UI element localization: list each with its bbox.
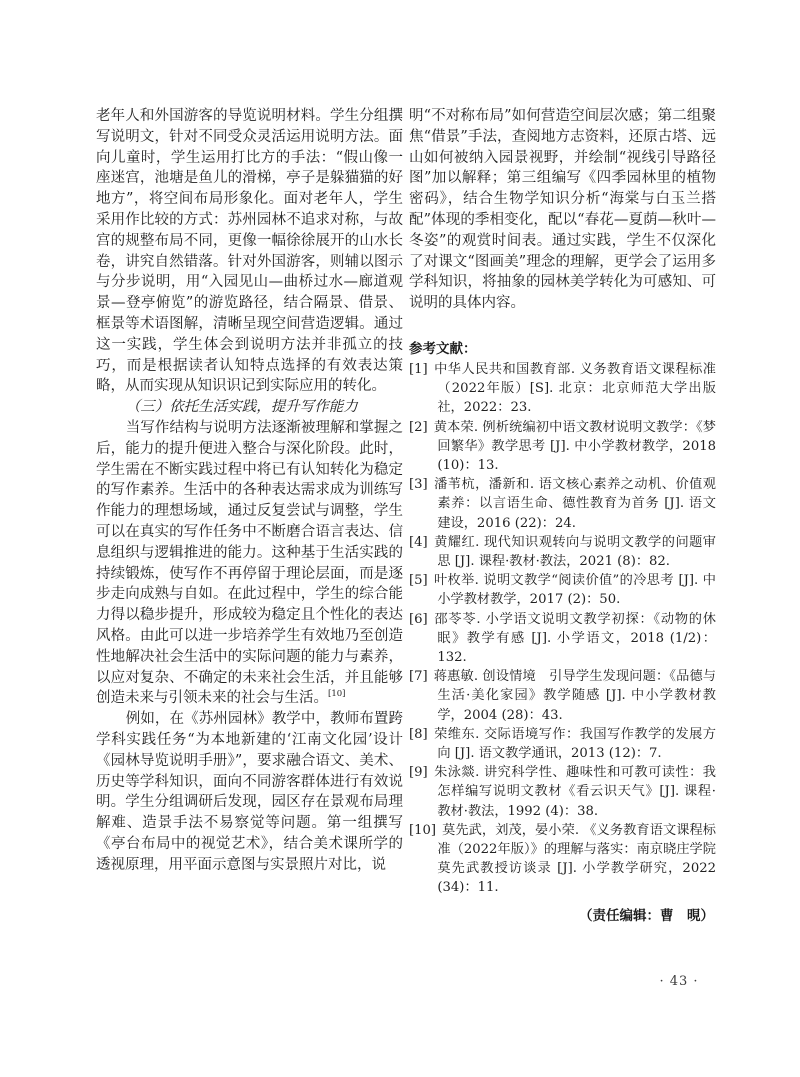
reference-text: 莫先武，刘茂，晏小荣. 《义务教育语文课程标准（2022年版）》的理解与落实：南京晓庄学院莫先武教授访谈录 [J]. 小学教学研究，2022 (34)：11. bbox=[437, 822, 716, 896]
reference-text: 中华人民共和国教育部. 义务教育语文课程标准（2022年版）[S]. 北京：北京师范大学出版社，2022：23. bbox=[433, 361, 716, 416]
reference-text: 邵苓苓. 小学语文说明文教学初探：《动物的休眠》教学有感 [J]. 小学语文，2018 (1/2)：132. bbox=[433, 611, 716, 666]
reference-item bbox=[409, 360, 716, 418]
reference-item bbox=[409, 571, 716, 609]
reference-item bbox=[409, 418, 716, 476]
left-column bbox=[96, 106, 403, 875]
editor-note: （责任编辑：曹 晛） bbox=[579, 907, 714, 924]
reference-item bbox=[409, 725, 716, 763]
reference-marker: [4] bbox=[409, 534, 428, 550]
citation-superscript: [10] bbox=[328, 689, 346, 700]
paragraph-text: 当写作结构与说明方法逐渐被理解和掌握之后，能力的提升便进入整合与深化阶段。此时，学生需在不断实践过程中将已有认知转化为稳定的写作素养。生活中的各种表达需求成为训练写作能力的理想场域，通过反复尝试与调整，学生可以在真实的写作任务中不断磨合语言表达、信息组织与逻辑推进的能力。这种基于生活实践的持续锻炼，使写作不再停留于理论层面，而是逐步走向成熟与自如。在此过程中，学生的综合能力得以稳步提升，形成较为稳定且个性化的表达风格。由此可以进一步培养学生有效地乃至创造性地解决社会生活中的实际问题的能力与素养，以应对复杂、不确定的未来社会生活，并且能够创造未来与引领未来的社会与生活。 bbox=[96, 419, 403, 707]
reference-text: 蒋惠敏. 创设情境 引导学生发现问题：《品德与生活·美化家园》教学随感 [J]. 中小学教材教学，2004 (28)：43. bbox=[433, 669, 716, 723]
reference-item bbox=[409, 533, 716, 571]
reference-item bbox=[409, 610, 716, 668]
reference-text: 朱泳燚. 讲究科学性、趣味性和可教可读性：我怎样编写说明文教材《看云识天气》[J]. 课程·教材·教法，1992 (4)：38. bbox=[433, 765, 716, 819]
references-list bbox=[409, 360, 716, 898]
reference-marker: [9] bbox=[409, 765, 428, 781]
reference-marker: [5] bbox=[409, 573, 428, 589]
reference-text: 黄本荣. 例析统编初中语文教材说明文教学：《梦回繁华》教学思考 [J]. 中小学教材教学，2018 (10)：13. bbox=[433, 419, 716, 473]
reference-item bbox=[409, 475, 716, 533]
body-paragraph-continued: 老年人和外国游客的导览说明材料。学生分组撰写说明文，针对不同受众灵活运用说明方法。面向儿童时，学生运用打比方的手法：“假山像一座迷宫，池塘是鱼儿的滑梯，亭子是躲猫猫的好地方”，将空间布局形象化。面对老年人，学生采用作比较的方式：苏州园林不追求对称，与故宫的规整布局不同，更像一幅徐徐展开的山水长卷，讲究自然错落。针对外国游客，则辅以图示与分步说明，用“入园见山—曲桥过水—廊道观景—登亭俯览”的游览路径，结合隔景、借景、框景等术语图解，清晰呈现空间营造逻辑。通过这一实践，学生体会到说明方法并非孤立的技巧，而是根据读者认知特点选择的有效表达策略，从而实现从知识识记到实际应用的转化。 bbox=[96, 108, 403, 395]
reference-item bbox=[409, 763, 716, 821]
reference-marker: [6] bbox=[409, 611, 428, 627]
right-column bbox=[409, 106, 716, 926]
reference-text: 叶枚举. 说明文教学“阅读价值”的冷思考 [J]. 中小学教材教学，2017 (2)：50. bbox=[433, 573, 716, 608]
body-paragraph-continued: 明“不对称布局”如何营造空间层次感；第二组聚焦“借景”手法，查阅地方志资料，还原古塔、远山如何被纳入园景视野，并绘制“视线引导路径图”加以解释；第三组编写《四季园林里的植物密码》，结合生物学知识分析“海棠与白玉兰搭配”体现的季相变化，配以“春花—夏荫—秋叶—冬姿”的观赏时间表。通过实践，学生不仅深化了对课文“图画美”理念的理解，更学会了运用多学科知识，将抽象的园林美学转化为可感知、可说明的具体内容。 bbox=[409, 108, 716, 312]
body-paragraph: 例如，在《苏州园林》教学中，教师布置跨学科实践任务“为本地新建的‘江南文化园’设计《园林导览说明手册》”，要求融合语文、美术、历史等学科知识，面向不同游客群体进行有效说明。学生分组调研后发现，园区存在景观布局理解难、造景手法不易察觉等问题。第一组撰写《亭台布局中的视觉艺术》，结合美术课所学的透视原理，用平面示意图与实景照片对比，说 bbox=[96, 711, 403, 873]
reference-item bbox=[409, 667, 716, 725]
reference-marker: [8] bbox=[409, 726, 428, 742]
page-number: · 43 · bbox=[659, 974, 699, 989]
reference-text: 黄耀红. 现代知识观转向与说明文教学的问题审思 [J]. 课程·教材·教法，2021 (8)：82. bbox=[433, 534, 716, 569]
reference-marker: [10] bbox=[409, 822, 437, 838]
reference-marker: [2] bbox=[409, 419, 428, 435]
subsection-heading: （三）依托生活实践，提升写作能力 bbox=[125, 399, 358, 416]
reference-text: 荣维东. 交际语境写作：我国写作教学的发展方向 [J]. 语文教学通讯，2013 (12)：7. bbox=[433, 726, 716, 762]
references-heading: 参考文献： bbox=[409, 340, 477, 357]
reference-marker: [1] bbox=[409, 361, 428, 377]
body-paragraph bbox=[96, 418, 403, 709]
reference-marker: [7] bbox=[409, 669, 428, 685]
reference-item bbox=[409, 821, 716, 898]
reference-text: 潘苇杭，潘新和. 语文核心素养之动机、价值观素养：以言语生命、德性教育为首务 [J]. 语文建设，2016 (22)：24. bbox=[433, 477, 716, 531]
reference-marker: [3] bbox=[409, 477, 428, 493]
